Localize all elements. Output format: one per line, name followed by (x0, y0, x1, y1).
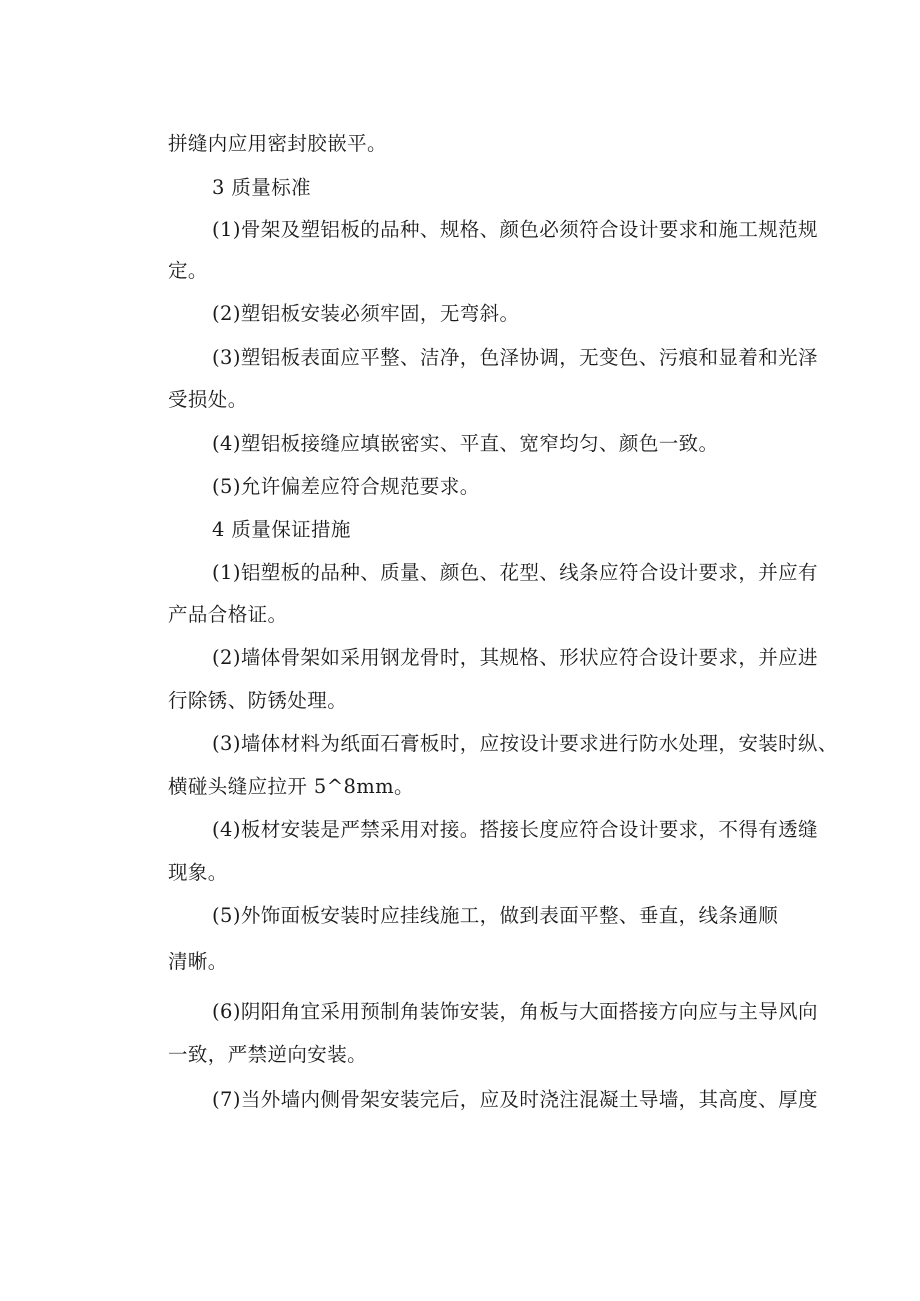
list-item-wrap: 产品合格证。 (168, 603, 288, 626)
list-item-wrap: 行除锈、防锈处理。 (168, 689, 348, 712)
list-item-line: (2)墙体骨架如采用钢龙骨时，其规格、形状应符合设计要求，并应进 (212, 646, 818, 669)
list-item-line: (7)当外墙内侧骨架安装完后，应及时浇注混凝土导墙，其高度、厚度 (212, 1088, 818, 1111)
list-item-wrap: 横碰头缝应拉开 5^8mm。 (168, 775, 414, 798)
list-item-line: (6)阴阳角宜采用预制角装饰安装，角板与大面搭接方向应与主导风向 (212, 1000, 818, 1023)
list-item-wrap: 定。 (168, 259, 208, 282)
list-item-line: (3)墙体材料为纸面石膏板时，应按设计要求进行防水处理，安装时纵、 (212, 732, 838, 755)
list-item-line: (4)塑铝板接缝应填嵌密实、平直、宽窄均匀、颜色一致。 (212, 432, 719, 455)
list-item-line: (4)板材安装是严禁采用对接。搭接长度应符合设计要求，不得有透缝 (212, 818, 818, 841)
list-item-wrap: 受损处。 (168, 388, 248, 411)
list-item-line: (2)塑铝板安装必须牢固，无弯斜。 (212, 302, 520, 325)
list-item-line: (5)允许偏差应符合规范要求。 (212, 475, 480, 498)
list-item-line: (1)骨架及塑铝板的品种、规格、颜色必须符合设计要求和施工规范规 (212, 218, 818, 241)
section-heading: 4 质量保证措施 (212, 518, 351, 541)
paragraph-line: 拼缝内应用密封胶嵌平。 (168, 132, 387, 155)
list-item-wrap: 清晰。 (168, 950, 228, 973)
list-item-line: (5)外饰面板安装时应挂线施工，做到表面平整、垂直，线条通顺 (212, 904, 779, 927)
list-item-line: (1)铝塑板的品种、质量、颜色、花型、线条应符合设计要求，并应有 (212, 561, 818, 584)
list-item-wrap: 一致，严禁逆向安装。 (168, 1043, 368, 1066)
section-heading: 3 质量标准 (212, 176, 312, 199)
list-item-line: (3)塑铝板表面应平整、洁净，色泽协调，无变色、污痕和显着和光泽 (212, 346, 818, 369)
list-item-wrap: 现象。 (168, 861, 228, 884)
